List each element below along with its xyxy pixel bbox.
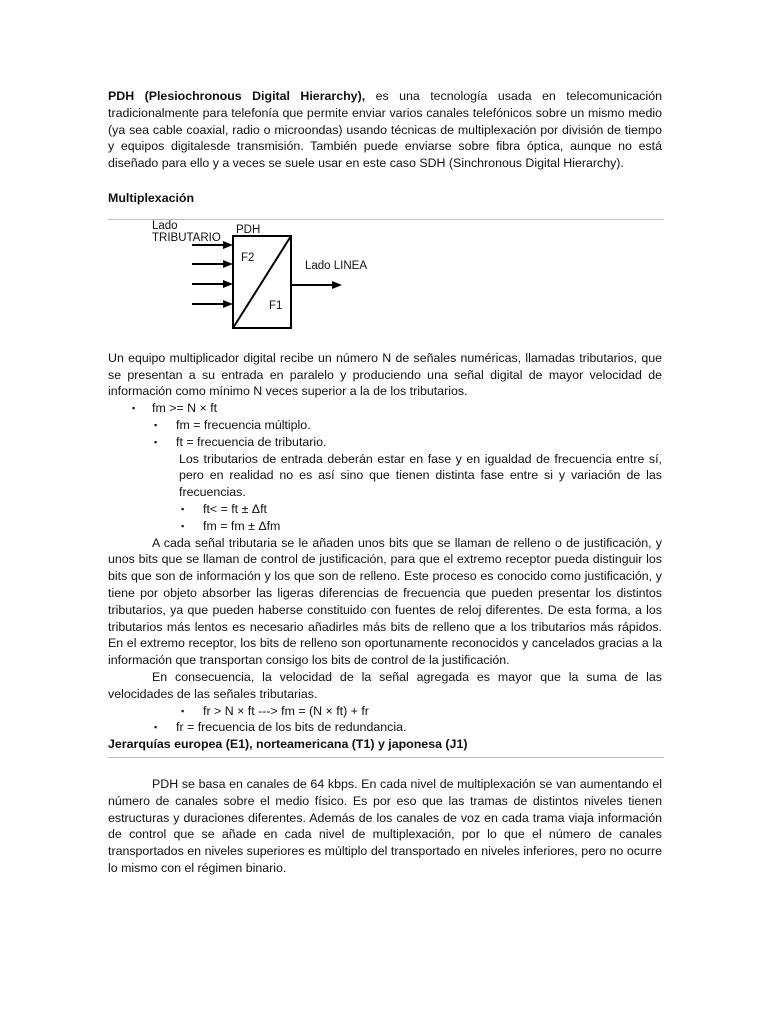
bullet-text: fm = fm ± Δfm	[203, 518, 281, 533]
box-diagonal	[233, 236, 291, 328]
bullet-marker: ▪	[181, 503, 185, 514]
bullet-ft-definition	[108, 434, 662, 451]
bullet-marker: ▪	[181, 705, 185, 716]
bullet-fm-definition	[108, 417, 662, 434]
bullet-text: fr = frecuencia de los bits de redundancia.	[176, 720, 407, 735]
lado-linea-label: Lado LINEA	[305, 259, 368, 272]
lado-label: Lado	[152, 219, 178, 232]
tributario-label: TRIBUTARIO	[152, 231, 221, 244]
bullet-text: fm >= N × ft	[152, 401, 218, 416]
f1-label: F1	[269, 299, 283, 312]
bullet-text: ft< = ft ± Δft	[203, 501, 267, 516]
intro-paragraph	[108, 88, 662, 172]
bullet-delta-fm	[108, 518, 662, 535]
justificacion-paragraph: A cada señal tributaria se le añaden unos bits que se llaman de relleno o de justificación, y unos bits que se llaman de control de justificación, para que el extremo receptor pueda distinguir los bits que son de información y los que son de relleno. Este proceso es conocido como justificación, y tiene por objeto absorber las ligeras diferencias de frecuencia que pueden presentar los distintos tributarios, ya que pueden haberse constituido con fuentes de reloj diferentes. De esta forma, a los tributarios más lentos es necesario añadirles más bits de relleno que a los tributarios más rápidos. En el extremo receptor, los bits de relleno son oportunamente reconocidos y cancelados gracias a la información que transportan consigo los bits de control de la justificación.	[108, 535, 662, 668]
multiplexor-paragraph: Un equipo multiplicador digital recibe un número N de señales numéricas, llamadas tributarios, que se presentan a su entrada en paralelo y produciendo una señal digital de mayor velocidad de información como mínimo N veces superior a la de los tributarios.	[108, 350, 662, 399]
pdh-box-label: PDH	[236, 223, 261, 236]
bullet-marker: ▪	[181, 520, 185, 531]
jerarquias-heading: Jerarquías europea (E1), norteamericana (T1) y japonesa (J1)	[108, 737, 468, 752]
multiplexacion-heading: Multiplexación	[108, 190, 195, 205]
consecuencia-paragraph: En consecuencia, la velocidad de la señal agregada es mayor que la suma de las velocidades de las señales tributarias.	[108, 669, 662, 701]
output-arrow	[291, 281, 342, 289]
bullet-marker: ▪	[154, 436, 158, 447]
f2-label: F2	[241, 251, 255, 264]
pdh-canales-paragraph: PDH se basa en canales de 64 kbps. En cada nivel de multiplexación se van aumentando el número de canales sobre el medio físico. Es por eso que las tramas de distintos niveles tienen estructuras y duraciones diferentes. Además de los canales de voz en cada trama viaja información de control que se añade en cada nivel de multiplexación, por lo que el número de canales transportados en niveles superiores es múltiplo del transportado en niveles inferiores, pero no ocurre lo mismo con el régimen binario.	[108, 776, 662, 875]
input-arrows	[192, 241, 233, 308]
pdh-multiplexer-diagram	[108, 220, 662, 350]
intro-text: es una tecnología usada en telecomunicación tradicionalmente para telefonía que permite enviar varios canales telefónicos sobre un mismo medio (ya sea cable coaxial, radio o microondas) usando técnicas de multiplexación por división de tiempo y equipos digitalesde transmisión. También puede enviarse sobre fibra óptica, aunque no está diseñado para ello y a veces se suele usar en este caso SDH (Sinchronous Digital Hierarchy).	[108, 89, 662, 171]
document-page	[108, 88, 662, 877]
bullet-marker: ▪	[154, 722, 158, 733]
bullet-text: ft = frecuencia de tributario.	[176, 434, 327, 449]
bullet-text: fr > N × ft ---> fm = (N × ft) + fr	[203, 703, 369, 718]
bullet-text: fm = frecuencia múltiplo.	[176, 417, 311, 432]
bullet-delta-ft	[108, 501, 662, 518]
section-divider	[108, 757, 664, 758]
bullet-marker: ▪	[154, 419, 158, 430]
pdh-term: PDH (Plesiochronous Digital Hierarchy),	[108, 89, 366, 103]
bullet-marker: ▪	[132, 403, 136, 414]
bullet-fm-rule	[108, 400, 662, 417]
bullet-fr-definition	[108, 719, 662, 736]
tributarios-fase-paragraph: Los tributarios de entrada deberán estar en fase y en igualdad de frecuencia entre sí, pero en realidad no es así sino que tienen distinta fase entre si y variación de las frecuencias.	[179, 451, 662, 500]
bullet-fr-formula	[108, 703, 662, 720]
